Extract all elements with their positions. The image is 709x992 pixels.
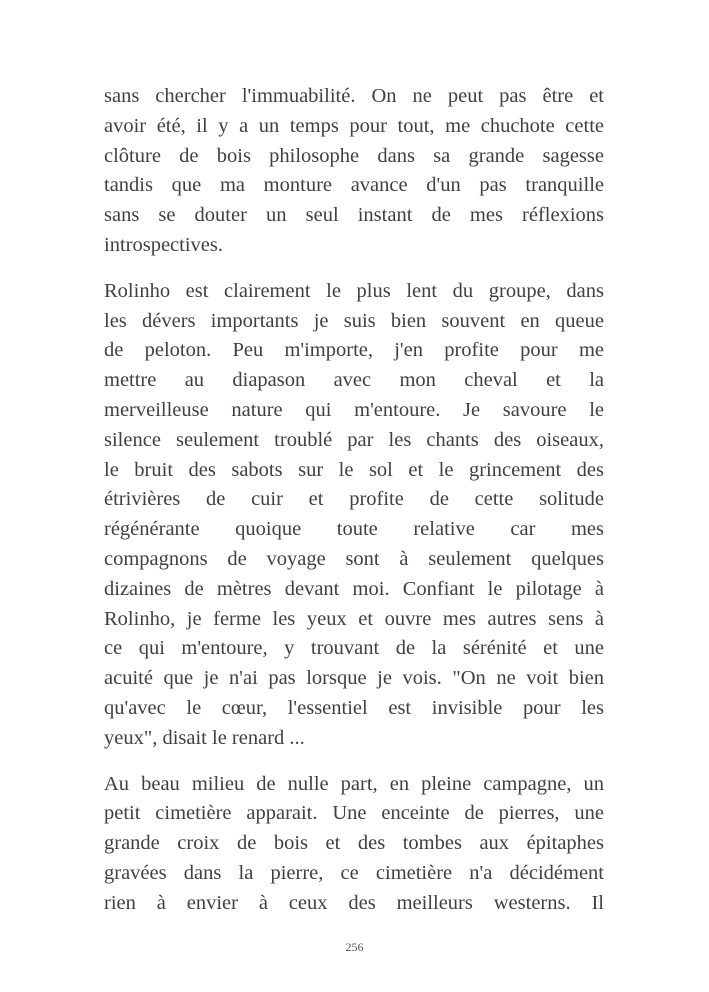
text-line: sans chercher l'immuabilité. On ne peut pas être et [104,85,604,107]
text-line: étrivières de cuir et profite de cette solitude [104,488,604,511]
text-line: tandis que ma monture avance d'un pas tranquille [104,174,604,197]
paragraph-1 [104,82,604,261]
text-line: clôture de bois philosophe dans sa grande sagesse [104,144,604,167]
text-line: Rolinho est clairement le plus lent du groupe, dans [104,279,604,302]
page-number: 256 [345,940,364,954]
text-line: yeux", disait le renard ... [104,726,305,749]
text-line: introspectives. [104,233,223,256]
text-line: ce qui m'entoure, y trouvant de la sérénité et une [104,637,604,660]
text-line: dizaines de mètres devant moi. Confiant le pilotage à [104,577,604,600]
text-line: Au beau milieu de nulle part, en pleine campagne, un [104,772,604,795]
paragraph-3 [104,770,604,919]
paragraph-2 [104,277,604,754]
text-line: petit cimetière apparait. Une enceinte de pierres, une [104,802,604,825]
text-line: sans se douter un seul instant de mes réflexions [104,204,604,227]
text-line: silence seulement troublé par les chants des oiseaux, [104,428,604,451]
text-line: gravées dans la pierre, ce cimetière n'a décidément [104,861,604,884]
text-line: grande croix de bois et des tombes aux épitaphes [104,832,604,855]
text-line: rien à envier à ceux des meilleurs westerns. Il [104,891,604,914]
page-body [104,82,604,935]
text-line: mettre au diapason avec mon cheval et la [104,369,604,392]
text-line: Rolinho, je ferme les yeux et ouvre mes autres sens à [104,607,604,630]
text-line: de peloton. Peu m'importe, j'en profite pour me [104,339,604,362]
text-line: avoir été, il y a un temps pour tout, me chuchote cette [104,114,604,137]
text-line: compagnons de voyage sont à seulement quelques [104,547,604,570]
text-line: merveilleuse nature qui m'entoure. Je savoure le [104,398,604,421]
text-line: régénérante quoique toute relative car mes [104,518,604,541]
text-line: le bruit des sabots sur le sol et le grincement des [104,458,604,481]
text-line: acuité que je n'ai pas lorsque je vois. "On ne voit bien [104,667,604,690]
text-line: qu'avec le cœur, l'essentiel est invisible pour les [104,696,604,719]
text-line: les dévers importants je suis bien souvent en queue [104,309,604,332]
